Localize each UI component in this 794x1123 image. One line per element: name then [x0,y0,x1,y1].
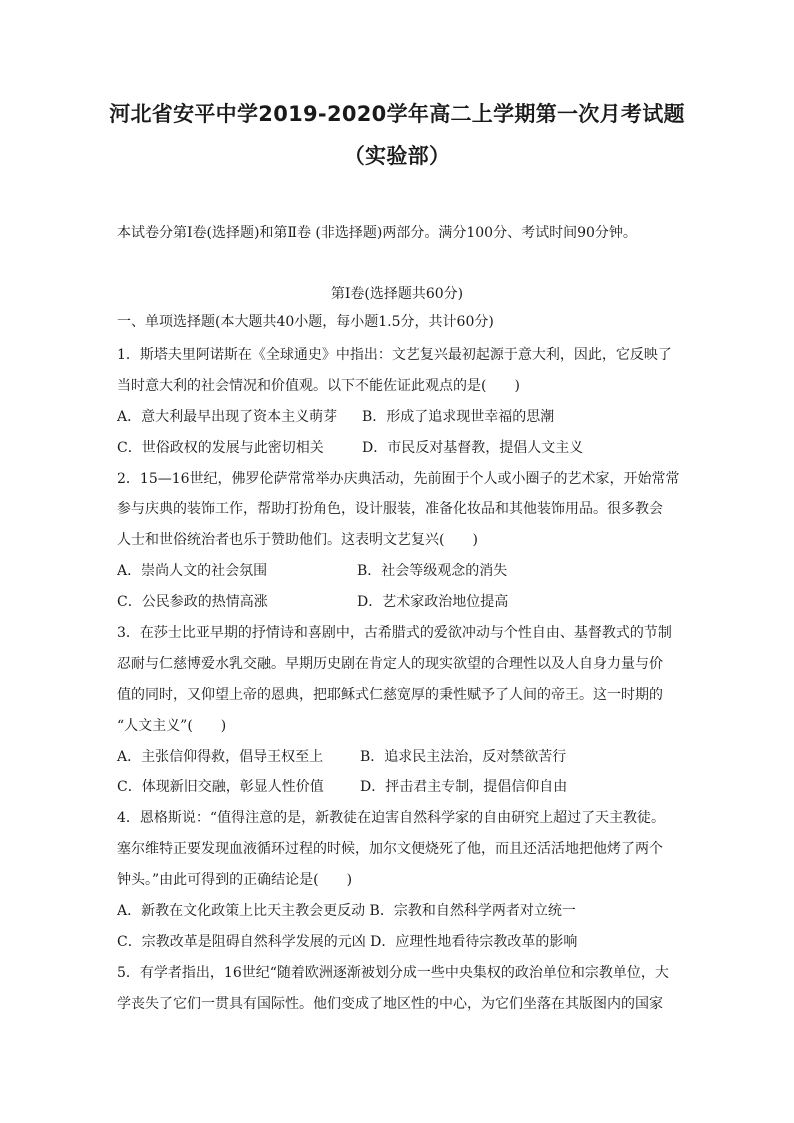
question-stem-line: 忍耐与仁慈博爱水乳交融。早期历史剧在肯定人的现实欲望的合理性以及人自身力量与价 [117,655,663,672]
option-row [117,433,677,464]
question-stem-line: 人士和世俗统治者也乐于赞助他们。这表明文艺复兴( ) [117,532,478,549]
option-a: A．崇尚人文的社会氛围 [117,563,268,580]
question-stem-line: 1．斯塔夫里阿诺斯在《全球通史》中指出：文艺复兴最初起源于意大利，因此，它反映了 [117,347,672,363]
option-d: D．艺术家政治地位提高 [357,594,509,611]
option-a: A．意大利最早出现了资本主义萌芽 [117,408,338,425]
question-stem-line: 当时意大利的社会情况和价值观。以下不能佐证此观点的是( ) [117,377,520,394]
question-3 [117,618,677,803]
question-stem-line: 值的同时，又仰望上帝的恩典，把耶稣式仁慈宽厚的秉性赋予了人间的帝王。这一时期的 [117,686,663,703]
exam-title: 河北省安平中学2019-2020学年高二上学期第一次月考试题 [109,102,685,126]
question-stem-line: 2．15—16世纪，佛罗伦萨常常举办庆典活动，先前囿于个人或小圈子的艺术家，开始常常 [117,470,680,487]
option-row [117,402,677,433]
question-stem-line: 5．有学者指出，16世纪“随着欧洲逐渐被划分成一些中央集权的政治单位和宗教单位，大 [117,964,669,981]
option-row [117,772,677,803]
option-b: B．形成了追求现世幸福的思潮 [362,408,555,425]
question-stem-line: 3．在莎士比亚早期的抒情诗和喜剧中，古希腊式的爱欲冲动与个性自由、基督教式的节制 [117,625,672,642]
question-4 [117,803,677,957]
question-stem-line: 4．恩格斯说：“值得注意的是，新教徒在迫害自然科学家的自由研究上超过了天主教徒。 [117,810,666,827]
question-stem-line: 参与庆典的装饰工作，帮助打扮角色，设计服装，准备化妆品和其他装饰用品。很多教会 [117,501,663,518]
option-c: C．公民参政的热情高涨 [117,594,268,611]
option-row-cd: C．宗教改革是阻碍自然科学发展的元凶 D．应理性地看待宗教改革的影响 [117,933,578,950]
option-row [117,587,677,618]
option-d: D．市民反对基督教，提倡人文主义 [362,439,584,456]
option-row [117,742,677,773]
question-5 [117,958,677,1020]
question-2 [117,464,680,618]
section-title: 第Ⅰ卷(选择题共60分) [330,286,464,302]
exam-instructions: 本试卷分第Ⅰ卷(选择题)和第Ⅱ卷 (非选择题)两部分。满分100分、考试时间90分钟。 [117,225,637,241]
option-row [117,556,677,587]
option-b: B．追求民主法治，反对禁欲苦行 [360,748,567,765]
option-c: C．世俗政权的发展与此密切相关 [117,439,324,456]
option-d: D．抨击君主专制，提倡信仰自由 [360,779,568,796]
question-stem-line: 塞尔维特正要发现血液循环过程的时候，加尔文便烧死了他，而且还活活地把他烤了两个 [117,841,663,858]
exam-subtitle: （实验部） [343,144,451,168]
option-row-ab: A．新教在文化政策上比天主教会更反动 B．宗教和自然科学两者对立统一 [117,903,576,920]
question-stem-line: “人文主义”( ) [117,717,227,734]
option-c: C．体现新旧交融，彰显人性价值 [117,779,324,796]
option-b: B．社会等级观念的消失 [357,563,508,580]
question-1 [117,340,677,464]
option-a: A．主张信仰得救，倡导王权至上 [117,748,324,765]
question-stem-line: 学丧失了它们一贯具有国际性。他们变成了地区性的中心，为它们坐落在其版图内的国家 [117,995,663,1012]
question-stem-line: 钟头。”由此可得到的正确结论是( ) [117,872,353,889]
section-instructions: 一、单项选择题(本大题共40小题，每小题1.5分，共计60分) [117,314,494,330]
question-list [117,340,680,1020]
